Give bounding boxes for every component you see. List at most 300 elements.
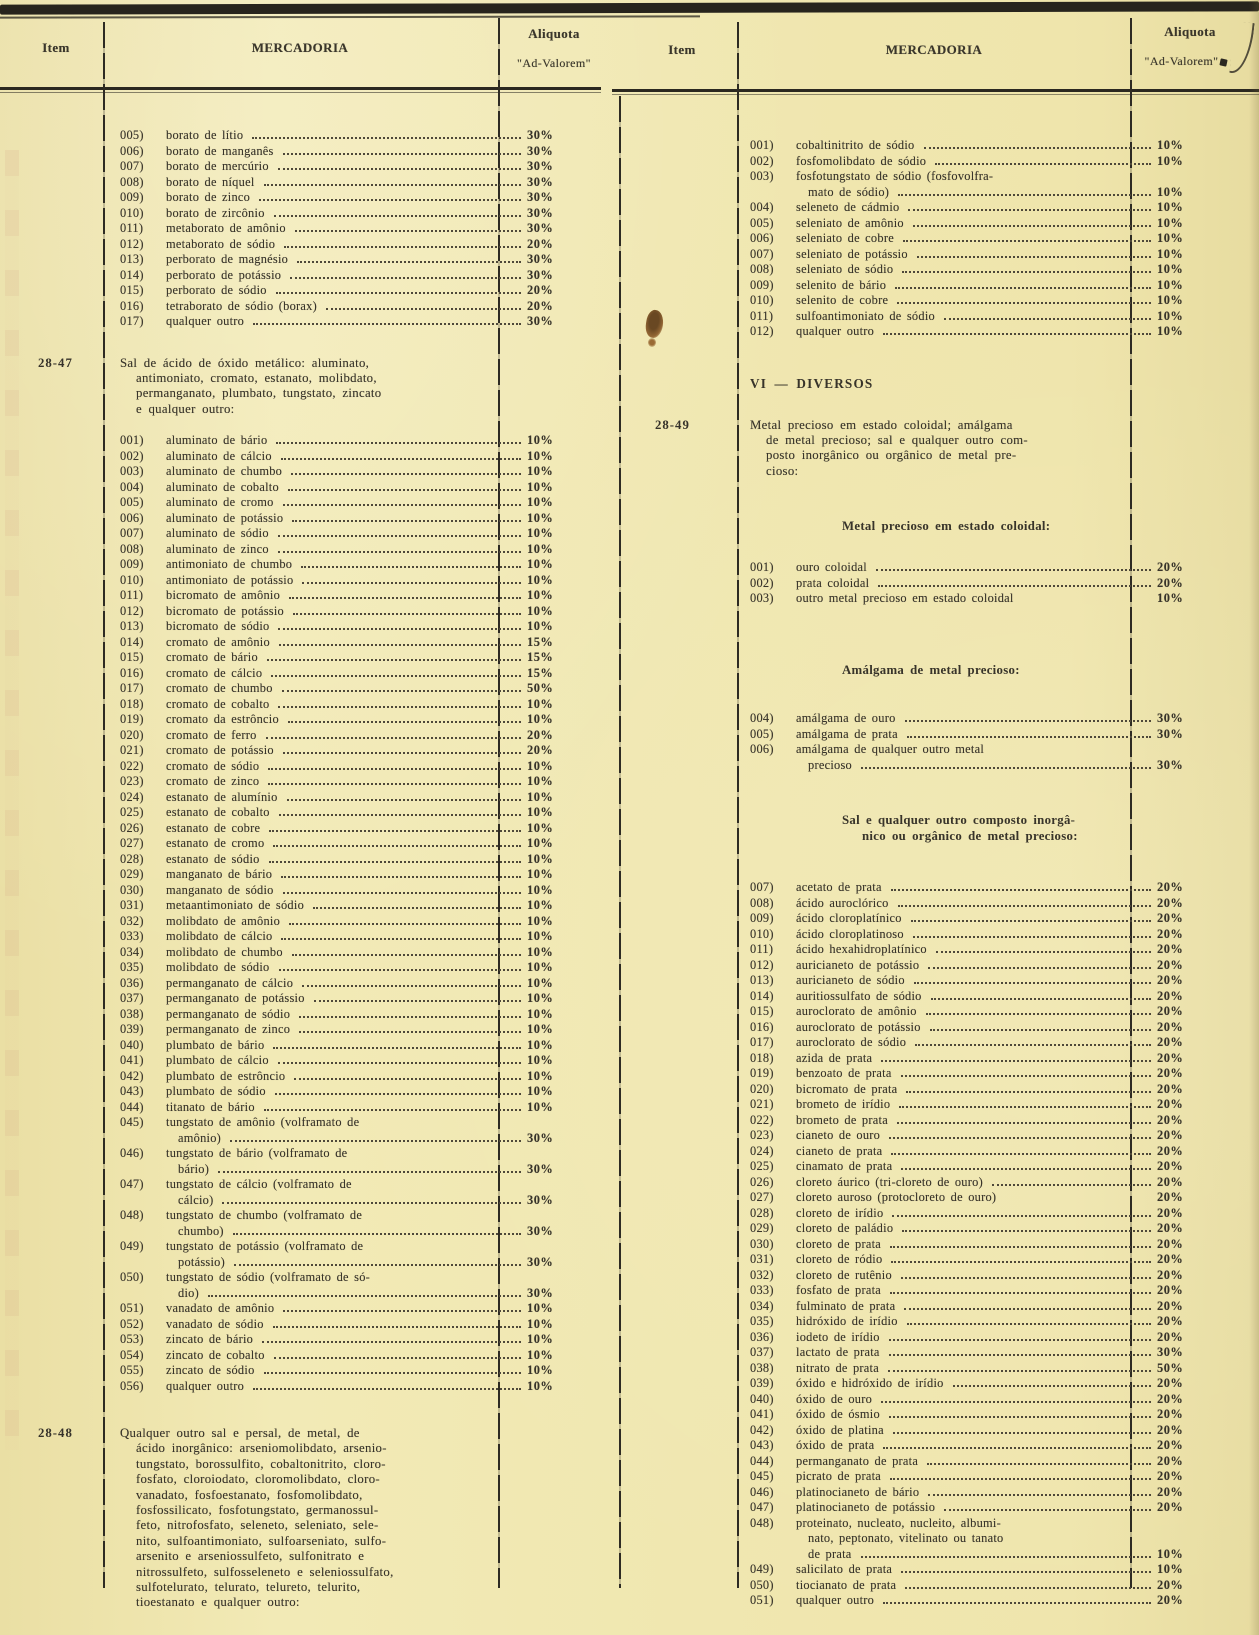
tariff-row — [750, 1144, 1215, 1160]
dot-leader — [283, 1310, 521, 1312]
entry-rate: 10% — [1157, 153, 1184, 168]
entry-rate: 20% — [1157, 1593, 1184, 1608]
entry-number: 019) — [120, 712, 144, 727]
entry-rate: 20% — [1157, 1050, 1184, 1065]
entry-text: bicromato de potássio — [166, 603, 284, 618]
item-description-line: permanganato, plumbato, tungstato, zincato — [136, 386, 382, 401]
entry-rate: 20% — [1157, 1484, 1184, 1499]
entry-number: 038) — [120, 1006, 144, 1021]
dot-leader — [275, 1093, 521, 1095]
entry-rate: 10% — [527, 479, 554, 494]
spacer — [120, 330, 585, 356]
group-subheading — [750, 663, 1215, 678]
entry-rate: 20% — [1157, 1391, 1184, 1406]
entry-number: 029) — [750, 1221, 774, 1236]
entry-text: amálgama de prata — [796, 726, 898, 741]
entry-rate: 10% — [527, 588, 554, 603]
entry-rate: 10% — [527, 557, 554, 572]
entry-text: cianeto de prata — [796, 1143, 883, 1158]
entry-number: 031) — [120, 898, 144, 913]
entry-rate: 30% — [527, 1254, 554, 1269]
entry-rate: 10% — [527, 619, 554, 634]
dot-leader — [889, 1137, 1151, 1139]
entry-text: permanganato de cálcio — [166, 975, 294, 990]
tariff-row — [120, 588, 585, 604]
entry-rate: 20% — [1157, 988, 1184, 1003]
dot-leader — [283, 892, 521, 894]
entry-number: 033) — [120, 929, 144, 944]
tariff-row — [750, 1175, 1215, 1191]
spacer — [750, 607, 1215, 663]
dot-leader — [292, 954, 521, 956]
dot-leader — [897, 302, 1151, 304]
tariff-row — [750, 896, 1215, 912]
tariff-row — [120, 821, 585, 837]
entry-rate: 10% — [527, 464, 554, 479]
entry-rate: 20% — [1157, 1112, 1184, 1127]
entry-number: 013) — [750, 973, 774, 988]
dot-leader — [901, 1571, 1151, 1573]
dot-leader — [931, 998, 1151, 1000]
entry-number: 041) — [120, 1053, 144, 1068]
tariff-row — [750, 262, 1215, 278]
dot-leader — [898, 194, 1151, 196]
entry-text: seleniato de cobre — [796, 231, 894, 245]
entry-rate: 20% — [1157, 1066, 1184, 1081]
entry-number: 025) — [120, 805, 144, 820]
entry-text: estanato de cobre — [166, 820, 261, 835]
entry-number: 039) — [750, 1376, 774, 1391]
entry-rate: 10% — [527, 1084, 554, 1099]
tariff-row — [750, 1004, 1215, 1020]
tariff-row — [750, 1035, 1215, 1051]
dot-leader — [282, 690, 521, 692]
tariff-row — [120, 914, 585, 930]
item-description-line: tungstato, borossulfito, cobaltonitrito, cloro- — [136, 1456, 386, 1471]
entry-rate: 20% — [1157, 560, 1184, 575]
entry-rate: 20% — [1157, 1438, 1184, 1453]
dot-leader — [953, 1385, 1151, 1387]
dot-leader — [908, 209, 1151, 211]
entry-number: 013) — [120, 252, 144, 266]
entry-number: 025) — [750, 1159, 774, 1174]
entry-text: permanganato de sódio — [166, 1006, 291, 1021]
tariff-row — [750, 1314, 1215, 1330]
tariff-row — [120, 1224, 585, 1240]
ink-stain — [644, 309, 665, 339]
entry-number: 024) — [750, 1143, 774, 1158]
entry-rate: 10% — [1157, 1546, 1184, 1561]
entry-text: seleniato de potássio — [796, 246, 908, 261]
tariff-row — [120, 1038, 585, 1054]
entry-text: cromato de cobalto — [166, 696, 270, 711]
entry-rate: 20% — [1157, 973, 1184, 988]
dot-leader — [314, 1000, 521, 1002]
entry-number: 011) — [750, 308, 774, 323]
tariff-row — [120, 790, 585, 806]
item-description-line: de metal precioso; sal e qualquer outro com- — [766, 432, 1028, 447]
tariff-row — [750, 560, 1215, 576]
entry-number: 048) — [750, 1515, 774, 1530]
entry-text: zincato de cobalto — [166, 1347, 265, 1362]
tariff-row — [120, 650, 585, 666]
tariff-row — [750, 185, 1215, 201]
group-subheading-line: Metal precioso em estado coloidal: — [842, 519, 1051, 534]
entry-number: 045) — [750, 1469, 774, 1484]
entry-text: qualquer outro — [166, 1378, 245, 1393]
dot-leader — [899, 1106, 1151, 1108]
dot-leader — [903, 240, 1151, 242]
tariff-row — [750, 880, 1215, 896]
entry-text: tungstato de potássio (volframato de — [166, 1239, 364, 1254]
dot-leader — [292, 520, 521, 522]
entry-text: cromato de zinco — [166, 774, 260, 789]
entry-rate: 30% — [527, 1130, 554, 1145]
entry-rate: 20% — [1157, 1221, 1184, 1236]
tariff-row — [120, 929, 585, 945]
dot-leader — [911, 920, 1151, 922]
entry-rate: 10% — [1157, 184, 1184, 199]
entry-text: picrato de prata — [796, 1469, 882, 1484]
entry-text: metaborato de sódio — [166, 236, 276, 251]
dot-leader — [274, 1357, 521, 1359]
entry-number: 004) — [120, 479, 144, 494]
entry-text: platinocianeto de bário — [796, 1484, 920, 1499]
entry-rate: 10% — [527, 1037, 554, 1052]
entry-text: borato de mercúrio — [166, 159, 269, 173]
entry-number: 015) — [120, 650, 144, 665]
entry-rate: 10% — [527, 696, 554, 711]
dot-leader — [861, 767, 1151, 769]
entry-text: titanato de bário — [166, 1099, 255, 1114]
entry-rate: 10% — [527, 572, 554, 587]
entry-text: borato de níquel — [166, 174, 255, 189]
tariff-row — [120, 1301, 585, 1317]
header-aliquota-right: Aliquota — [1164, 24, 1216, 39]
tariff-row — [120, 159, 585, 175]
entry-rate: 30% — [1157, 1345, 1184, 1360]
tariff-row — [750, 169, 1215, 185]
entry-rate: 10% — [527, 789, 554, 804]
dot-leader — [234, 1264, 521, 1266]
dot-leader — [878, 585, 1151, 587]
dot-leader — [907, 1323, 1151, 1325]
dot-leader — [935, 163, 1151, 165]
entry-rate: 10% — [527, 758, 554, 773]
tariff-row — [120, 1084, 585, 1100]
entry-text: ouro coloidal — [796, 560, 867, 575]
entry-rate: 10% — [527, 1022, 554, 1037]
entry-number: 028) — [750, 1205, 774, 1220]
entry-rate: 20% — [1157, 1174, 1184, 1189]
dot-leader — [264, 1372, 521, 1374]
tariff-row — [120, 1100, 585, 1116]
entry-rate: 30% — [527, 143, 554, 158]
entry-number: 002) — [120, 448, 144, 463]
entry-number: 001) — [750, 560, 774, 575]
entry-rate: 10% — [1157, 277, 1184, 292]
tariff-row — [750, 1485, 1215, 1501]
tariff-row — [750, 1206, 1215, 1222]
entry-text: seleniato de sódio — [796, 262, 894, 276]
entry-number: 017) — [750, 1035, 774, 1050]
entry-rate: 10% — [527, 526, 554, 541]
tariff-row — [750, 911, 1215, 927]
entry-rate: 20% — [1157, 1500, 1184, 1515]
entry-rate: 10% — [527, 495, 554, 510]
entry-rate: 10% — [527, 1332, 554, 1347]
ink-stain-small — [648, 338, 656, 347]
item-entry — [38, 355, 585, 418]
tariff-row — [120, 526, 585, 542]
entry-number: 023) — [120, 774, 144, 789]
tariff-row — [750, 1051, 1215, 1067]
entry-rate: 20% — [1157, 942, 1184, 957]
dot-leader — [889, 1339, 1151, 1341]
tariff-row — [750, 742, 1215, 758]
entry-number: 037) — [750, 1345, 774, 1360]
dot-leader — [913, 225, 1151, 227]
entry-rate: 10% — [1157, 293, 1184, 307]
dot-leader — [936, 951, 1151, 953]
entry-number: 040) — [750, 1391, 774, 1406]
entry-text: molibdato de cálcio — [166, 929, 273, 944]
entry-text: auricianeto de sódio — [796, 973, 905, 988]
spacer — [750, 534, 1215, 560]
dot-leader — [902, 271, 1151, 273]
tariff-row — [120, 898, 585, 914]
dot-leader — [291, 473, 521, 475]
entry-number: 046) — [750, 1484, 774, 1499]
entry-number: 012) — [120, 603, 144, 618]
entry-text: plumbato de sódio — [166, 1084, 266, 1099]
dot-leader — [883, 333, 1151, 335]
dot-leader — [253, 323, 521, 325]
entry-rate: 10% — [1157, 308, 1184, 323]
entry-text: permanganato de potássio — [166, 991, 305, 1006]
entry-text: benzoato de prata — [796, 1066, 892, 1081]
header-divider-left — [0, 87, 601, 90]
dot-leader — [230, 1140, 521, 1142]
tariff-row — [120, 635, 585, 651]
entry-text: qualquer outro — [796, 1593, 875, 1608]
entry-text: fulminato de prata — [796, 1298, 896, 1313]
entry-number: 056) — [120, 1378, 144, 1393]
entry-number: 049) — [750, 1562, 774, 1577]
dot-leader — [294, 1078, 521, 1080]
entry-text: acetato de prata — [796, 880, 882, 895]
dot-leader — [905, 720, 1151, 722]
tariff-row — [750, 1562, 1215, 1578]
dot-leader — [288, 721, 521, 723]
entry-number: 043) — [750, 1438, 774, 1453]
entry-text: cobaltinitrito de sódio — [796, 138, 915, 152]
tariff-row — [120, 573, 585, 589]
dot-leader — [299, 1031, 521, 1033]
entry-rate: 20% — [1157, 880, 1184, 895]
tariff-row — [750, 1299, 1215, 1315]
entry-text: iodeto de irídio — [796, 1329, 880, 1344]
entry-number: 018) — [750, 1050, 774, 1065]
item-description-line: arsenito e arseniossulfeto, sulfonitrato e — [136, 1549, 365, 1564]
tariff-row — [750, 1113, 1215, 1129]
entry-text: salicilato de prata — [796, 1562, 893, 1577]
entry-text: cromato da estrôncio — [166, 712, 279, 727]
entry-number: 005) — [750, 726, 774, 741]
tariff-row — [750, 278, 1215, 294]
dot-leader — [281, 876, 521, 878]
dot-leader — [278, 706, 521, 708]
tariff-row — [120, 1317, 585, 1333]
entry-text: qualquer outro — [166, 314, 245, 328]
entry-rate: 10% — [1157, 246, 1184, 261]
entry-text: aluminato de cálcio — [166, 448, 272, 463]
tariff-row — [750, 1082, 1215, 1098]
entry-rate: 20% — [1157, 957, 1184, 972]
entry-rate: 30% — [527, 1285, 554, 1300]
tariff-row — [120, 128, 585, 144]
dot-leader — [262, 1341, 521, 1343]
entry-rate: 20% — [527, 298, 554, 313]
entry-text: proteinato, nucleato, nucleito, albumi- — [796, 1515, 1001, 1530]
dot-leader — [290, 277, 521, 279]
dot-leader — [208, 1295, 521, 1297]
entry-text: chumbo) — [178, 1223, 224, 1238]
entry-rate: 10% — [1157, 324, 1184, 338]
entry-text: outro metal precioso em estado coloidal — [796, 591, 1014, 606]
tariff-row — [120, 480, 585, 496]
item-entry — [38, 1426, 585, 1611]
entry-number: 033) — [750, 1283, 774, 1298]
entry-text: brometo de prata — [796, 1112, 888, 1127]
entry-rate: 20% — [1157, 1159, 1184, 1174]
entry-text: selenito de bário — [796, 277, 887, 292]
entry-text: nitrato de prata — [796, 1360, 879, 1375]
dot-leader — [891, 1261, 1151, 1263]
entry-text: cromato de chumbo — [166, 681, 273, 696]
entry-text: vanadato de sódio — [166, 1316, 264, 1331]
tariff-row — [120, 1363, 585, 1379]
tariff-row — [120, 144, 585, 160]
dot-leader — [301, 566, 521, 568]
spacer — [120, 96, 585, 128]
entry-rate: 20% — [1157, 1236, 1184, 1251]
entry-rate: 10% — [527, 433, 554, 448]
dot-leader — [276, 442, 521, 444]
dot-leader — [888, 1370, 1151, 1372]
dot-leader — [901, 1277, 1151, 1279]
entry-rate: 15% — [527, 650, 554, 665]
entry-number: 011) — [120, 588, 144, 603]
entry-number: 002) — [750, 575, 774, 590]
tariff-row — [120, 1162, 585, 1178]
dot-leader — [883, 1602, 1151, 1604]
entry-rate: 20% — [1157, 1314, 1184, 1329]
entry-number: 006) — [750, 231, 774, 245]
entry-rate: 20% — [1157, 1019, 1184, 1034]
tariff-row — [750, 200, 1215, 216]
entry-text: aluminato de sódio — [166, 526, 269, 541]
entry-text: molibdato de chumbo — [166, 944, 283, 959]
tariff-row — [750, 1128, 1215, 1144]
item-description-line: Metal precioso em estado coloidal; amálgama — [750, 417, 1013, 432]
dot-leader — [267, 659, 521, 661]
column-left — [38, 96, 585, 1635]
entry-text: nato, peptonato, vitelinato ou tanato — [808, 1531, 1004, 1546]
dot-leader — [269, 861, 521, 863]
header-mercadoria-right: MERCADORIA — [885, 42, 983, 57]
header-item-left: Item — [42, 40, 70, 55]
dot-leader — [278, 168, 521, 170]
entry-number: 020) — [120, 727, 144, 742]
entry-rate: 20% — [1157, 1190, 1184, 1205]
entry-number: 038) — [750, 1360, 774, 1375]
entry-rate: 10% — [527, 1099, 554, 1114]
entry-text: hidróxido de irídio — [796, 1314, 898, 1329]
dot-leader — [889, 1416, 1151, 1418]
header-item-right: Item — [668, 42, 696, 57]
tariff-row — [120, 495, 585, 511]
entry-number: 044) — [120, 1099, 144, 1114]
entry-text: cromato de amônio — [166, 634, 270, 649]
item-code: 28-49 — [655, 417, 690, 432]
entry-text: zincato de sódio — [166, 1363, 255, 1378]
entry-rate: 10% — [527, 712, 554, 727]
item-code: 28-48 — [38, 1426, 73, 1441]
entry-number: 009) — [120, 557, 144, 572]
entry-text: aluminato de bário — [166, 433, 268, 448]
dot-leader — [924, 147, 1152, 149]
entry-text: tungstato de sódio (volframato de só- — [166, 1270, 371, 1285]
entry-text: cromato de ferro — [166, 727, 257, 742]
top-rule — [0, 1, 1259, 14]
entry-number: 024) — [120, 789, 144, 804]
tariff-row — [750, 1593, 1215, 1609]
dot-leader — [890, 1292, 1151, 1294]
tariff-row — [120, 206, 585, 222]
tariff-row — [120, 1193, 585, 1209]
entry-rate: 20% — [1157, 1376, 1184, 1391]
entry-rate: 30% — [1157, 726, 1184, 741]
entry-number: 008) — [750, 262, 774, 276]
tariff-row — [120, 852, 585, 868]
entry-text: bicromato de amônio — [166, 588, 281, 603]
dot-leader — [218, 1171, 521, 1173]
entry-text: permanganato de prata — [796, 1453, 919, 1468]
entry-text: auritiossulfato de sódio — [796, 988, 922, 1003]
entry-number: 021) — [120, 743, 144, 758]
tariff-row — [750, 1020, 1215, 1036]
item-description-line: fosfossilicato, fosfotungstato, germanossul- — [136, 1503, 379, 1518]
dot-leader — [283, 752, 521, 754]
dot-leader — [266, 737, 521, 739]
entry-rate: 20% — [1157, 1298, 1184, 1313]
spacer — [750, 678, 1215, 711]
tariff-row — [750, 1454, 1215, 1470]
dot-leader — [893, 1432, 1151, 1434]
dot-leader — [222, 1202, 521, 1204]
tariff-row — [750, 309, 1215, 325]
dot-leader — [278, 551, 521, 553]
entry-text: aluminato de potássio — [166, 510, 284, 525]
tariff-row — [750, 1407, 1215, 1423]
entry-number: 020) — [750, 1081, 774, 1096]
entry-text: bicromato de sódio — [166, 619, 270, 634]
entry-text: cromato de bário — [166, 650, 258, 665]
page-edge-shade — [1249, 0, 1259, 1635]
tariff-row — [750, 1376, 1215, 1392]
dot-leader — [890, 1478, 1151, 1480]
